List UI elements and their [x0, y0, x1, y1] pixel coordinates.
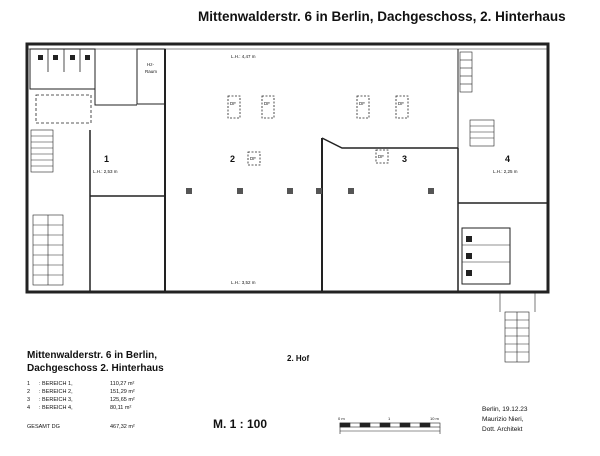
- legend-title-line1: Mittenwalderstr. 6 in Berlin,: [27, 350, 158, 361]
- scalebar-mid: 1: [388, 416, 391, 421]
- scalebar-start: 0 m: [338, 416, 345, 421]
- room-4-number: 4: [505, 154, 511, 164]
- room-1-number: 1: [104, 154, 110, 164]
- legend-num: 2: [27, 389, 31, 395]
- room-2-height-top: L.H.: 4,47 m: [231, 54, 256, 59]
- legend-total-name: GESAMT DG: [27, 424, 60, 430]
- room-1-height: L.H.: 2,53 m: [93, 169, 118, 174]
- legend-title: [27, 349, 164, 375]
- legend-num: 3: [27, 397, 31, 403]
- legend-total-area: 467,32 m²: [110, 424, 135, 430]
- hz-raum-label-1: Hz-: [147, 62, 154, 67]
- legend-num: 4: [27, 405, 31, 411]
- room-2-number: 2: [230, 154, 236, 164]
- room-2-height-bottom: L.H.: 3,52 m: [231, 280, 256, 285]
- wall-r2-r3-angle: [322, 138, 458, 148]
- legend-area: 151,29 m²: [110, 389, 135, 395]
- legend-num: 1: [27, 381, 31, 387]
- hz-raum-label-2: Raum: [145, 69, 158, 74]
- stairs-right: [460, 52, 535, 362]
- scale-label: M. 1 : 100: [213, 417, 268, 431]
- author-title: Dott. Architekt: [482, 426, 523, 433]
- legend-title-line2: Dachgeschoss 2. Hinterhaus: [27, 363, 164, 374]
- df-label: DF: [398, 101, 404, 106]
- df-label: DF: [250, 156, 256, 161]
- author-date: Berlin, 19.12.23: [482, 406, 528, 413]
- scale-bar: [340, 423, 440, 434]
- room-4-height: L.H.: 2,25 m: [493, 169, 518, 174]
- df-label: DF: [230, 101, 236, 106]
- df-label: DF: [359, 101, 365, 106]
- legend-area: 125,65 m²: [110, 397, 135, 403]
- legend-name: : BEREICH 4,: [39, 405, 73, 411]
- legend-name: : BEREICH 1,: [39, 381, 73, 387]
- hallway-dashed: [36, 95, 91, 123]
- legend-area: 110,27 m²: [110, 381, 135, 387]
- author-block: [482, 405, 528, 435]
- legend-name: : BEREICH 3,: [39, 397, 73, 403]
- author-name: Maurizio Nieri,: [482, 416, 524, 423]
- df-label: DF: [264, 101, 270, 106]
- columns: [186, 188, 434, 194]
- scalebar-end: 10 m: [430, 416, 439, 421]
- courtyard-label: 2. Hof: [287, 354, 310, 363]
- hz-raum: [137, 49, 165, 104]
- legend-area: 80,11 m²: [110, 405, 132, 411]
- df-label: DF: [378, 154, 384, 159]
- stairs-left: [31, 130, 63, 285]
- room-3-number: 3: [402, 154, 408, 164]
- sheet-title: Mittenwalderstr. 6 in Berlin, Dachgeschoss, 2. Hinterhaus: [198, 9, 566, 24]
- legend-name: : BEREICH 2,: [39, 389, 73, 395]
